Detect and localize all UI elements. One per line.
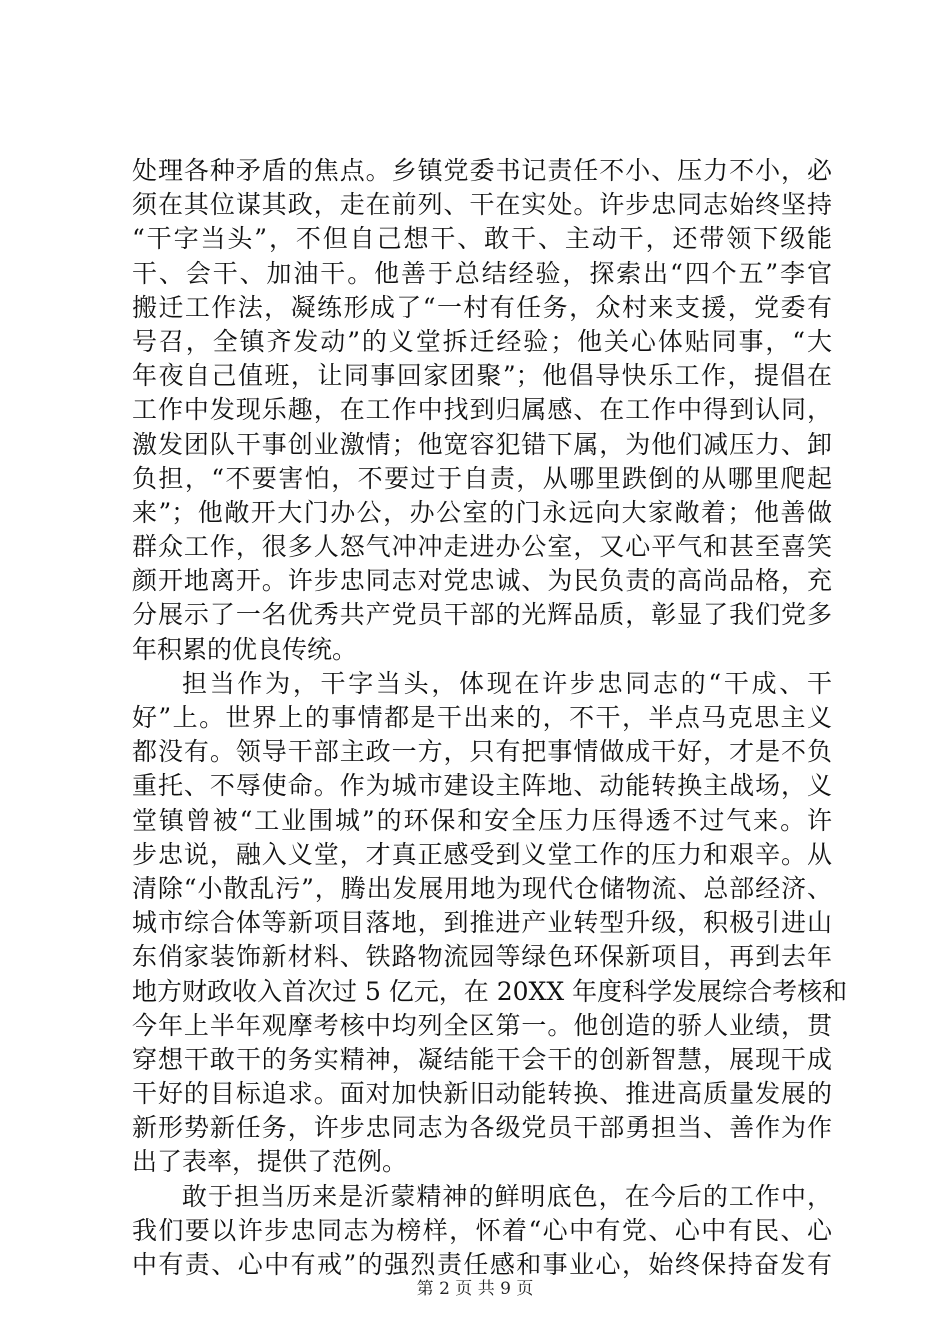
text-line: “干字当头”，不但自己想干、敢干、主动干，还带领下级能	[132, 224, 832, 254]
paragraph-1	[132, 154, 832, 667]
text-line: 负担，“不要害怕，不要过于自责，从哪里跌倒的从哪里爬起	[132, 463, 832, 493]
text-line: 新形势新任务，许步忠同志为各级党员干部勇担当、善作为作	[132, 1113, 832, 1143]
text-line: 来”；他敞开大门办公，办公室的门永远向大家敞着；他善做	[132, 497, 832, 527]
text-line: 群众工作，很多人怒气冲冲走进办公室，又心平气和甚至喜笑	[132, 532, 832, 562]
text-line: 年夜自己值班，让同事回家团聚”；他倡导快乐工作，提倡在	[132, 361, 832, 391]
text-line: 出了表率，提供了范例。	[132, 1147, 408, 1177]
text-line: 分展示了一名优秀共产党员干部的光辉品质，彰显了我们党多	[132, 600, 832, 630]
text-line: 担当作为，干字当头，体现在许步忠同志的“干成、干	[182, 668, 832, 698]
text-line: 我们要以许步忠同志为榜样，怀着“心中有党、心中有民、心	[132, 1215, 832, 1245]
text-line: 搬迁工作法，凝练形成了“一村有任务，众村来支援，党委有	[132, 292, 832, 322]
text-line: 清除“小散乱污”，腾出发展用地为现代仓储物流、总部经济、	[132, 873, 832, 903]
page-number-footer: 第 2 页 共 9 页	[416, 1279, 534, 1299]
paragraph-3	[132, 1180, 832, 1283]
text-line: 敢于担当历来是沂蒙精神的鲜明底色，在今后的工作中，	[182, 1181, 832, 1211]
text-line: 今年上半年观摩考核中均列全区第一。他创造的骄人业绩，贯	[132, 1010, 832, 1040]
text-line: 重托、不辱使命。作为城市建设主阵地、动能转换主战场，义	[132, 771, 832, 801]
text-line: 须在其位谋其政，走在前列、干在实处。许步忠同志始终坚持	[132, 190, 832, 220]
text-line: 好”上。世界上的事情都是干出来的，不干，半点马克思主义	[132, 703, 832, 732]
paragraph-2	[132, 667, 848, 1180]
text-line: 干、会干、加油干。他善于总结经验，探索出“四个五”李官	[132, 258, 832, 288]
text-line: 年积累的优良传统。	[132, 634, 358, 664]
text-line: 号召，全镇齐发动”的义堂拆迁经验；他关心体贴同事，“大	[132, 326, 832, 356]
text-line: 处理各种矛盾的焦点。乡镇党委书记责任不小、压力不小，必	[132, 156, 832, 185]
text-line: 城市综合体等新项目落地，到推进产业转型升级，积极引进山	[132, 908, 832, 938]
text-line: 穿想干敢干的务实精神，凝结能干会干的创新智慧，展现干成	[132, 1044, 832, 1074]
text-line: 干好的目标追求。面对加快新旧动能转换、推进高质量发展的	[132, 1079, 832, 1109]
text-line: 步忠说，融入义堂，才真正感受到义堂工作的压力和艰辛。从	[132, 839, 832, 869]
text-line: 都没有。领导干部主政一方，只有把事情做成干好，才是不负	[132, 737, 832, 767]
text-line: 东俏家装饰新材料、铁路物流园等绿色环保新项目，再到去年	[132, 942, 832, 972]
text-line: 激发团队干事创业激情；他宽容犯错下属，为他们减压力、卸	[132, 429, 832, 459]
text-line: 堂镇曾被“工业围城”的环保和安全压力压得透不过气来。许	[132, 805, 832, 835]
text-line: 工作中发现乐趣，在工作中找到归属感、在工作中得到认同，	[132, 395, 832, 425]
body-text	[132, 154, 848, 1282]
text-line: 地方财政收入首次过 5 亿元，在 20XX 年度科学发展综合考核和	[132, 976, 848, 1006]
text-line: 颜开地离开。许步忠同志对党忠诚、为民负责的高尚品格，充	[132, 566, 832, 596]
text-line: 中有责、心中有戒”的强烈责任感和事业心，始终保持奋发有	[132, 1250, 832, 1279]
